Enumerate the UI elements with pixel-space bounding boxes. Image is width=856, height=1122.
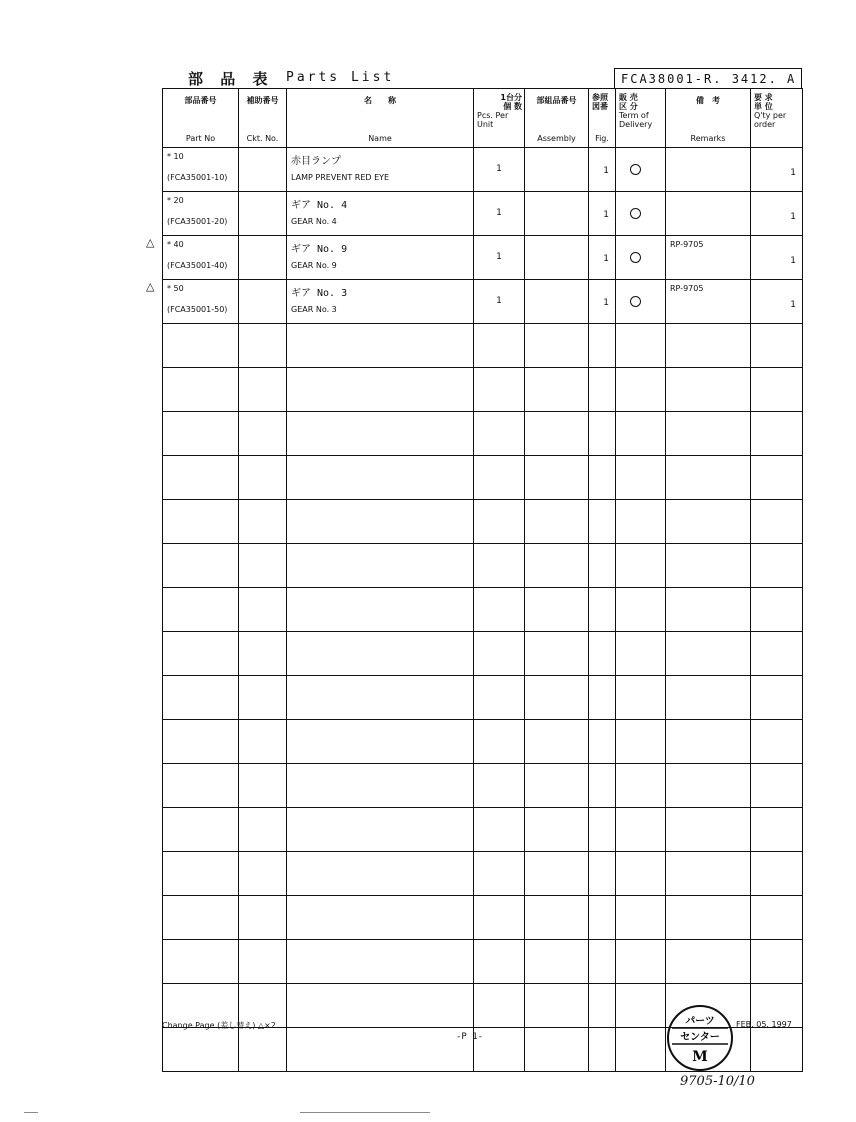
empty-cell: [666, 720, 751, 764]
empty-cell: [239, 676, 287, 720]
part-no-cell: [163, 192, 239, 236]
table-row: [163, 280, 803, 324]
empty-cell: [616, 764, 666, 808]
name-cell: [287, 148, 474, 192]
empty-cell: [589, 456, 616, 500]
part-sub: (FCA35001-20): [167, 217, 228, 226]
empty-cell: [287, 456, 474, 500]
stamp-mid-text: センター: [680, 1032, 720, 1043]
empty-cell: [163, 896, 239, 940]
empty-cell: [616, 852, 666, 896]
empty-cell: [239, 368, 287, 412]
empty-cell: [666, 324, 751, 368]
empty-cell: [474, 852, 525, 896]
empty-cell: [525, 764, 589, 808]
empty-cell: [474, 456, 525, 500]
empty-cell: [666, 940, 751, 984]
empty-cell: [287, 940, 474, 984]
empty-cell: [163, 324, 239, 368]
empty-cell: [239, 896, 287, 940]
fig-cell: [589, 192, 616, 236]
empty-cell: [163, 852, 239, 896]
empty-row: [163, 500, 803, 544]
empty-cell: [616, 324, 666, 368]
empty-cell: [751, 368, 803, 412]
qty-cell: [751, 192, 803, 236]
col-assembly: 部組品番号 Assembly: [525, 89, 589, 148]
empty-cell: [239, 544, 287, 588]
empty-cell: [751, 500, 803, 544]
empty-cell: [666, 632, 751, 676]
name-jp: 赤目ランプ: [291, 156, 341, 167]
col-pcs-per-unit: 1台分 個 数 Pcs. Per Unit: [474, 89, 525, 148]
name-cell: [287, 236, 474, 280]
empty-cell: [163, 764, 239, 808]
empty-cell: [616, 1028, 666, 1072]
empty-cell: [666, 852, 751, 896]
empty-cell: [616, 940, 666, 984]
empty-cell: [751, 808, 803, 852]
empty-cell: [287, 896, 474, 940]
empty-cell: [666, 808, 751, 852]
col-term-of-delivery: 販 売 区 分 Term of Delivery: [616, 89, 666, 148]
empty-cell: [616, 456, 666, 500]
part-no: * 10: [167, 152, 184, 161]
empty-cell: [287, 588, 474, 632]
remarks-value: RP-9705: [670, 240, 704, 249]
empty-cell: [239, 588, 287, 632]
empty-cell: [163, 544, 239, 588]
qty-cell: [751, 280, 803, 324]
empty-cell: [474, 632, 525, 676]
empty-cell: [589, 940, 616, 984]
empty-cell: [751, 456, 803, 500]
empty-row: [163, 324, 803, 368]
col-remarks: 備 考 Remarks: [666, 89, 751, 148]
part-sub: (FCA35001-50): [167, 305, 228, 314]
empty-cell: [474, 324, 525, 368]
remarks-cell: [666, 236, 751, 280]
parts-center-stamp: [664, 1004, 736, 1072]
empty-cell: [525, 412, 589, 456]
empty-cell: [666, 896, 751, 940]
fig-value: 1: [603, 166, 609, 176]
empty-cell: [751, 764, 803, 808]
document-number: FCA38001-R. 3412. A: [614, 68, 802, 88]
empty-cell: [589, 720, 616, 764]
empty-cell: [616, 984, 666, 1028]
empty-cell: [287, 368, 474, 412]
empty-row: [163, 456, 803, 500]
empty-cell: [616, 368, 666, 412]
empty-cell: [751, 588, 803, 632]
empty-row: [163, 368, 803, 412]
page-title-en: Parts List: [286, 70, 395, 85]
empty-cell: [589, 412, 616, 456]
delivery-cell: [616, 148, 666, 192]
handwritten-note: 9705-10/10: [680, 1074, 755, 1089]
empty-cell: [287, 500, 474, 544]
corner-mark: [24, 1112, 38, 1113]
empty-cell: [525, 588, 589, 632]
name-en: GEAR No. 3: [291, 305, 337, 314]
empty-cell: [589, 896, 616, 940]
pcs-cell: [474, 192, 525, 236]
empty-cell: [239, 456, 287, 500]
empty-cell: [239, 720, 287, 764]
empty-cell: [287, 676, 474, 720]
empty-cell: [589, 324, 616, 368]
empty-cell: [163, 940, 239, 984]
part-no: * 50: [167, 284, 184, 293]
pcs-cell: [474, 280, 525, 324]
fig-value: 1: [603, 210, 609, 220]
empty-cell: [287, 412, 474, 456]
empty-cell: [666, 456, 751, 500]
empty-cell: [589, 544, 616, 588]
empty-cell: [163, 500, 239, 544]
empty-cell: [163, 720, 239, 764]
empty-cell: [751, 940, 803, 984]
empty-cell: [589, 764, 616, 808]
table-row: [163, 192, 803, 236]
empty-cell: [525, 984, 589, 1028]
circle-mark-icon: [630, 296, 641, 307]
col-part-no: 部品番号 Part No: [163, 89, 239, 148]
part-sub: (FCA35001-40): [167, 261, 228, 270]
empty-cell: [474, 720, 525, 764]
empty-cell: [525, 940, 589, 984]
empty-cell: [163, 808, 239, 852]
empty-cell: [163, 588, 239, 632]
empty-cell: [666, 676, 751, 720]
empty-cell: [163, 1028, 239, 1072]
pcs-value: 1: [496, 208, 502, 218]
empty-cell: [287, 324, 474, 368]
empty-cell: [525, 456, 589, 500]
pcs-value: 1: [496, 296, 502, 306]
empty-cell: [616, 676, 666, 720]
fig-cell: [589, 280, 616, 324]
empty-cell: [287, 984, 474, 1028]
empty-cell: [589, 588, 616, 632]
empty-row: [163, 720, 803, 764]
fig-value: 1: [603, 298, 609, 308]
empty-cell: [239, 940, 287, 984]
remarks-cell: [666, 280, 751, 324]
empty-cell: [589, 632, 616, 676]
empty-cell: [239, 500, 287, 544]
name-cell: [287, 192, 474, 236]
empty-cell: [666, 412, 751, 456]
empty-cell: [474, 896, 525, 940]
empty-cell: [525, 632, 589, 676]
remarks-value: RP-9705: [670, 284, 704, 293]
empty-cell: [163, 368, 239, 412]
empty-cell: [239, 1028, 287, 1072]
empty-row: [163, 544, 803, 588]
page-number: -P 1-: [456, 1032, 484, 1042]
fig-value: 1: [603, 254, 609, 264]
empty-cell: [474, 412, 525, 456]
part-no: * 40: [167, 240, 184, 249]
parts-table: [162, 88, 803, 1072]
empty-cell: [287, 632, 474, 676]
fig-cell: [589, 236, 616, 280]
empty-cell: [474, 368, 525, 412]
empty-row: [163, 940, 803, 984]
name-jp: ギア No. 4: [291, 200, 348, 211]
delivery-cell: [616, 236, 666, 280]
empty-cell: [474, 588, 525, 632]
pcs-cell: [474, 148, 525, 192]
empty-cell: [239, 412, 287, 456]
empty-cell: [474, 984, 525, 1028]
col-qty-per-order: 要 求 単 位 Q'ty per order: [751, 89, 803, 148]
change-page-note: Change Page (差し替え) △×2: [162, 1021, 276, 1030]
col-ckt-no: 補助番号 Ckt. No.: [239, 89, 287, 148]
empty-cell: [751, 1028, 803, 1072]
empty-cell: [589, 1028, 616, 1072]
table-row: [163, 236, 803, 280]
pcs-cell: [474, 236, 525, 280]
empty-row: [163, 588, 803, 632]
empty-cell: [525, 544, 589, 588]
empty-cell: [751, 544, 803, 588]
circle-mark-icon: [630, 252, 641, 263]
part-sub: (FCA35001-10): [167, 173, 228, 182]
empty-cell: [163, 412, 239, 456]
empty-cell: [589, 676, 616, 720]
empty-cell: [616, 588, 666, 632]
empty-cell: [239, 764, 287, 808]
empty-cell: [616, 896, 666, 940]
empty-cell: [163, 676, 239, 720]
revision-triangle-icon: △: [146, 236, 155, 249]
empty-cell: [163, 632, 239, 676]
empty-cell: [525, 368, 589, 412]
name-en: GEAR No. 9: [291, 261, 337, 270]
empty-cell: [525, 808, 589, 852]
name-en: LAMP PREVENT RED EYE: [291, 173, 390, 182]
part-no-cell: [163, 148, 239, 192]
circle-mark-icon: [630, 164, 641, 175]
empty-cell: [589, 852, 616, 896]
empty-cell: [751, 632, 803, 676]
part-no-cell: [163, 280, 239, 324]
empty-cell: [287, 544, 474, 588]
circle-mark-icon: [630, 208, 641, 219]
empty-cell: [474, 764, 525, 808]
empty-cell: [589, 808, 616, 852]
empty-cell: [287, 808, 474, 852]
empty-cell: [751, 324, 803, 368]
pcs-value: 1: [496, 164, 502, 174]
empty-cell: [666, 500, 751, 544]
page-title-jp: 部 品 表: [188, 70, 274, 88]
empty-cell: [616, 720, 666, 764]
empty-cell: [525, 720, 589, 764]
empty-cell: [525, 676, 589, 720]
empty-cell: [616, 412, 666, 456]
empty-row: [163, 808, 803, 852]
empty-row: [163, 764, 803, 808]
empty-cell: [239, 808, 287, 852]
empty-cell: [474, 940, 525, 984]
empty-row: [163, 676, 803, 720]
qty-value: 1: [790, 256, 796, 266]
qty-cell: [751, 236, 803, 280]
empty-cell: [751, 676, 803, 720]
empty-cell: [239, 632, 287, 676]
table-header-row: [163, 89, 803, 148]
empty-cell: [474, 808, 525, 852]
empty-cell: [751, 720, 803, 764]
empty-cell: [474, 676, 525, 720]
qty-value: 1: [790, 300, 796, 310]
revision-triangle-icon: △: [146, 280, 155, 293]
name-cell: [287, 280, 474, 324]
empty-row: [163, 896, 803, 940]
name-jp: ギア No. 9: [291, 244, 348, 255]
empty-cell: [666, 764, 751, 808]
fig-cell: [589, 148, 616, 192]
issue-date: FEB. 05. 1997: [736, 1020, 792, 1029]
empty-cell: [287, 720, 474, 764]
part-no-cell: [163, 236, 239, 280]
empty-cell: [751, 412, 803, 456]
remarks-cell: [666, 148, 751, 192]
empty-cell: [525, 1028, 589, 1072]
remarks-cell: [666, 192, 751, 236]
empty-cell: [287, 764, 474, 808]
empty-cell: [616, 808, 666, 852]
empty-cell: [589, 368, 616, 412]
empty-row: [163, 632, 803, 676]
stamp-top-text: パーツ: [685, 1016, 715, 1027]
empty-cell: [525, 500, 589, 544]
name-en: GEAR No. 4: [291, 217, 337, 226]
stamp-letter: M: [692, 1049, 708, 1065]
empty-row: [163, 412, 803, 456]
empty-cell: [239, 852, 287, 896]
qty-value: 1: [790, 212, 796, 222]
empty-cell: [666, 544, 751, 588]
pcs-value: 1: [496, 252, 502, 262]
col-name: 名 称 Name: [287, 89, 474, 148]
empty-cell: [239, 324, 287, 368]
empty-cell: [589, 500, 616, 544]
empty-cell: [163, 456, 239, 500]
empty-cell: [616, 632, 666, 676]
empty-cell: [525, 896, 589, 940]
delivery-cell: [616, 280, 666, 324]
table-row: [163, 148, 803, 192]
empty-cell: [474, 500, 525, 544]
empty-cell: [287, 852, 474, 896]
empty-cell: [287, 1028, 474, 1072]
delivery-cell: [616, 192, 666, 236]
name-jp: ギア No. 3: [291, 288, 348, 299]
empty-cell: [751, 896, 803, 940]
empty-cell: [525, 852, 589, 896]
empty-cell: [751, 852, 803, 896]
qty-cell: [751, 148, 803, 192]
part-no: * 20: [167, 196, 184, 205]
empty-cell: [589, 984, 616, 1028]
qty-value: 1: [790, 168, 796, 178]
col-fig: 参照 図番 Fig.: [589, 89, 616, 148]
empty-cell: [474, 544, 525, 588]
empty-cell: [666, 588, 751, 632]
empty-row: [163, 852, 803, 896]
empty-cell: [616, 500, 666, 544]
empty-cell: [616, 544, 666, 588]
bottom-line: [300, 1112, 430, 1113]
empty-cell: [666, 368, 751, 412]
empty-cell: [525, 324, 589, 368]
